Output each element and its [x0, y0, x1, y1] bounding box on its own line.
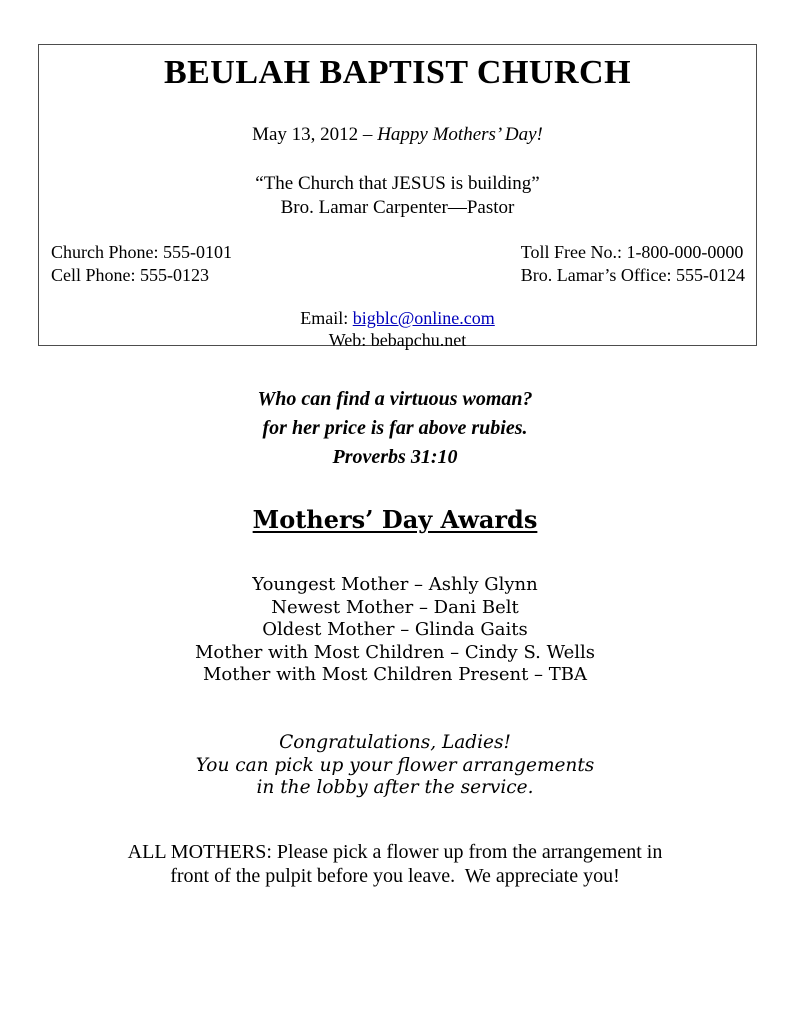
awards-heading: Mothers’ Day Awards — [252, 505, 538, 534]
date-text: May 13, 2012 – — [252, 124, 378, 145]
email-link[interactable]: bigblc@online.com — [352, 308, 495, 328]
header-box — [38, 44, 757, 350]
contacts-left-column — [51, 241, 232, 287]
verse-line: for her price is far above rubies. — [262, 417, 528, 439]
cell-phone: Cell Phone: 555-0123 — [51, 265, 209, 285]
award-youngest-mother: Youngest Mother – Ashly Glynn — [252, 574, 538, 595]
contacts-row — [39, 241, 756, 287]
scripture-verse — [0, 385, 790, 472]
verse-line: Who can find a virtuous woman? — [257, 388, 533, 410]
email-line — [39, 308, 756, 329]
pastor-name: Bro. Lamar Carpenter—Pastor — [280, 197, 515, 218]
awards-list — [0, 574, 790, 687]
office-phone: Bro. Lamar’s Office: 555-0124 — [520, 265, 745, 285]
award-oldest-mother: Oldest Mother – Glinda Gaits — [262, 619, 528, 640]
church-title: BEULAH BAPTIST CHURCH — [163, 54, 632, 91]
toll-free-number: Toll Free No.: 1-800-000-0000 — [520, 242, 744, 262]
notice-line: front of the pulpit before you leave. We appreciate you! — [170, 864, 620, 887]
church-motto: “The Church that JESUS is building” — [255, 173, 540, 194]
notice-line: ALL MOTHERS: Please pick a flower up from the arrangement in — [127, 841, 663, 863]
verse-reference: Proverbs 31:10 — [332, 446, 458, 468]
award-newest-mother: Newest Mother – Dani Belt — [271, 596, 519, 618]
church-phone: Church Phone: 555-0101 — [51, 242, 232, 262]
email-label: Email: — [300, 308, 353, 328]
award-most-children-present: Mother with Most Children Present – TBA — [203, 664, 587, 685]
congrats-line: You can pick up your flower arrangements — [195, 754, 595, 776]
congratulations-block — [0, 732, 790, 800]
all-mothers-notice — [0, 841, 790, 888]
contacts-right-column — [521, 241, 745, 287]
web-line: Web: bebapchu.net — [328, 330, 467, 350]
congrats-line: in the lobby after the service. — [256, 777, 534, 798]
happy-mothers-day-text: Happy Mothers’ Day! — [377, 124, 543, 145]
date-line — [39, 124, 756, 146]
congrats-line: Congratulations, Ladies! — [279, 732, 511, 753]
award-most-children: Mother with Most Children – Cindy S. Wells — [194, 641, 596, 663]
